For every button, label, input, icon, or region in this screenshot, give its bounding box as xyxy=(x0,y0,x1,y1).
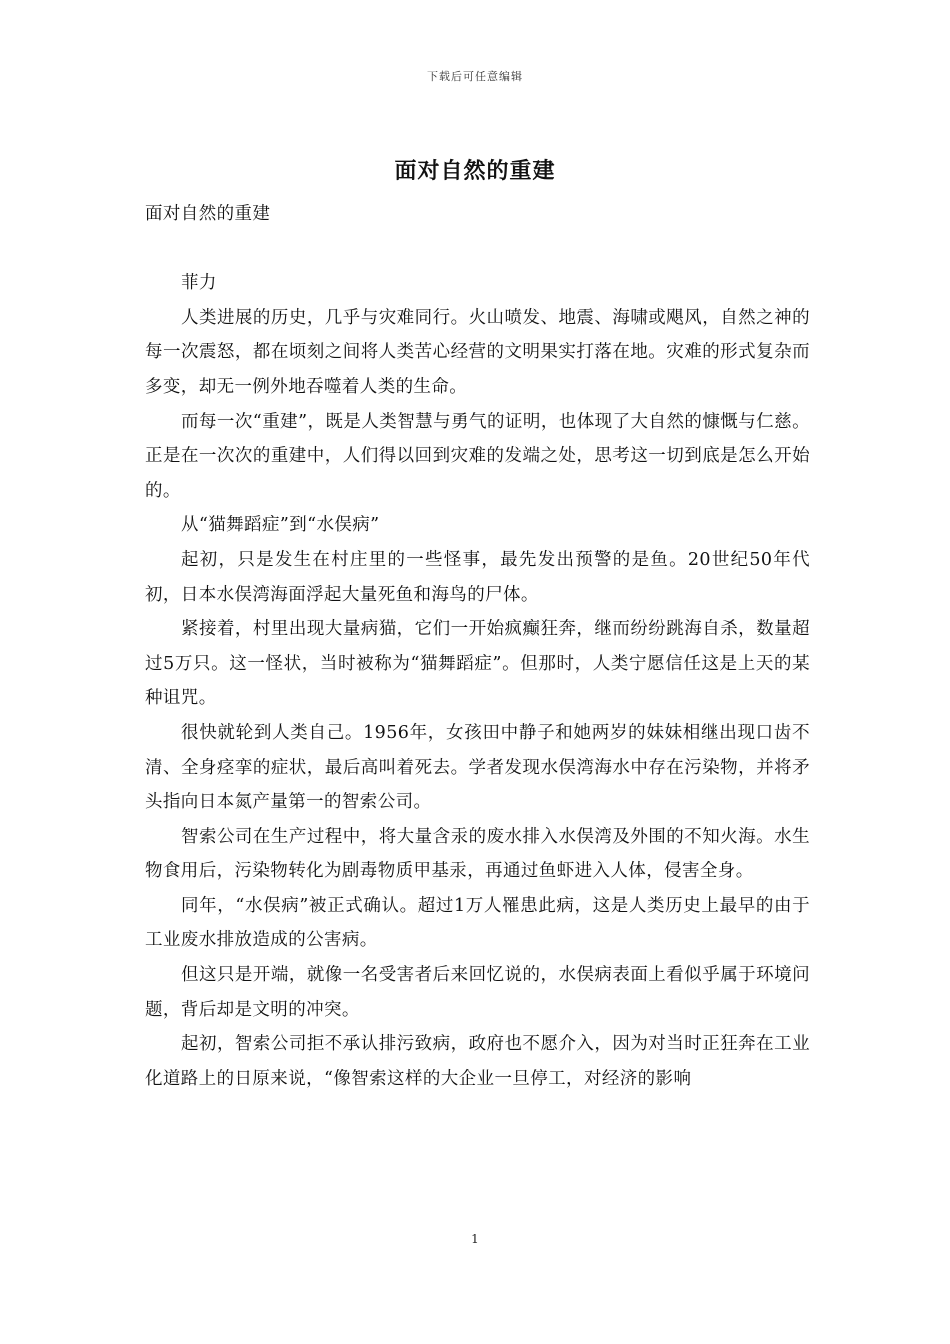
paragraph: 而每一次“重建”，既是人类智慧与勇气的证明，也体现了大自然的慷慨与仁慈。正是在一次次的重建中，人们得以回到灾难的发端之处，思考这一切到底是怎么开始的。 xyxy=(145,411,810,501)
paragraph: 紧接着，村里出现大量病猫，它们一开始疯癫狂奔，继而纷纷跳海自杀，数量超过5万只。这一怪状，当时被称为“猫舞蹈症”。但那时，人类宁愿信任这是上天的某种诅咒。 xyxy=(145,619,810,709)
paragraph: 起初，只是发生在村庄里的一些怪事，最先发出预警的是鱼。20世纪50年代初，日本水俣湾海面浮起大量死鱼和海鸟的尸体。 xyxy=(145,549,810,605)
paragraph: 人类进展的历史，几乎与灾难同行。火山喷发、地震、海啸或飓风，自然之神的每一次震怒，都在顷刻之间将人类苦心经营的文明果实打落在地。灾难的形式复杂而多变，却无一例外地吞噬着人类的生命。 xyxy=(145,307,810,397)
page-number: 1 xyxy=(471,1232,479,1246)
paragraph: 起初，智索公司拒不承认排污致病，政府也不愿介入，因为对当时正狂奔在工业化道路上的日原来说，“像智索这样的大企业一旦停工，对经济的影响 xyxy=(145,1034,810,1089)
paragraph: 智索公司在生产过程中，将大量含汞的废水排入水俣湾及外围的不知火海。水生物食用后，污染物转化为剧毒物质甲基汞，再通过鱼虾进入人体，侵害全身。 xyxy=(145,826,810,882)
paragraph: 很快就轮到人类自己。1956年，女孩田中静子和她两岁的妹妹相继出现口齿不清、全身痉挛的症状，最后高叫着死去。学者发现水俣湾海水中存在污染物，并将矛头指向日本氮产量第一的智索公司。 xyxy=(145,722,810,813)
section-heading: 从“猫舞蹈症”到“水俣病” xyxy=(181,515,380,536)
paragraph: 但这只是开端，就像一名受害者后来回忆说的，水俣病表面上看似乎属于环境问题，背后却是文明的冲突。 xyxy=(145,965,810,1020)
paragraph: 同年，“水俣病”被正式确认。超过1万人罹患此病，这是人类历史上最早的由于工业废水排放造成的公害病。 xyxy=(145,895,810,951)
blank-line xyxy=(145,232,810,267)
author-line: 菲力 xyxy=(181,273,217,294)
document-title: 面对自然的重建 xyxy=(394,159,556,184)
document-body xyxy=(145,197,810,1096)
subtitle-line: 面对自然的重建 xyxy=(145,204,271,224)
header-note: 下载后可任意编辑 xyxy=(427,70,523,83)
